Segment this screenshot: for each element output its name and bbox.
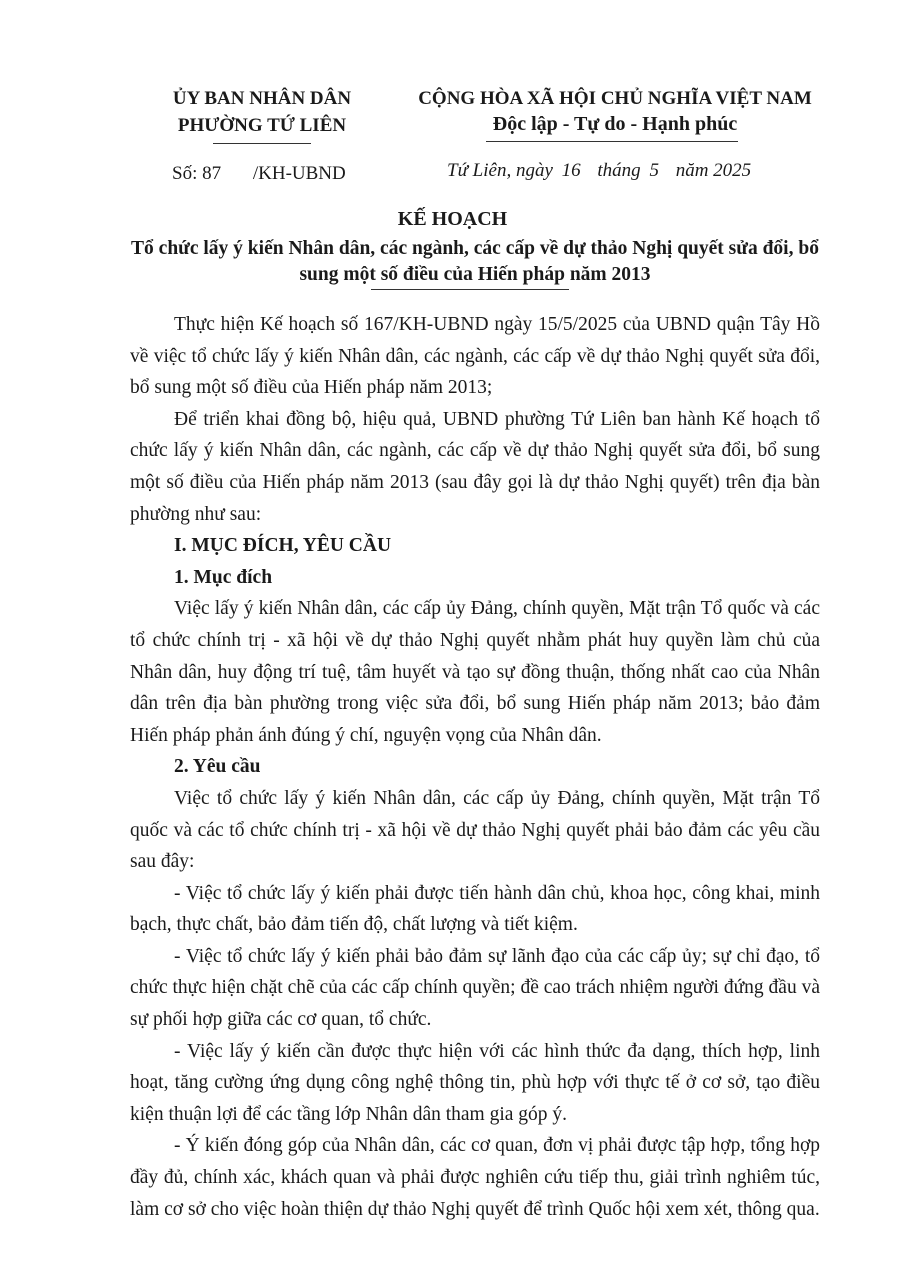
requirement-item-4: - Ý kiến đóng góp của Nhân dân, các cơ quan, đơn vị phải được tập hợp, tổng hợp đầy đủ, chính xác, khách quan và phải được nghiên cứu tiếp thu, giải trình nghiêm túc, làm cơ sở cho việc hoàn thiện dự thảo Nghị quyết để trình Quốc hội xem xét, thông qua. (130, 1135, 820, 1220)
date-year: năm 2025 (675, 160, 752, 181)
requirement-item-3: - Việc lấy ý kiến cần được thực hiện với các hình thức đa dạng, thích hợp, linh hoạt, tăng cường ứng dụng công nghệ thông tin, phù hợp với thực tế ở cơ sở, tạo điều kiện thuận lợi để các tầng lớp Nhân dân tham gia góp ý. (130, 1040, 820, 1125)
agency-name-line1: ỦY BAN NHÂN DÂN (172, 88, 352, 109)
title-underline (371, 289, 569, 290)
requirements-paragraph: Việc tổ chức lấy ý kiến Nhân dân, các cấp ủy Đảng, chính quyền, Mặt trận Tổ quốc và các tổ chức chính trị - xã hội về dự thảo Nghị quyết phải bảo đảm các yêu cầu sau đây: (130, 787, 820, 873)
date-month-label: tháng (597, 160, 641, 181)
subsection-heading-purpose: 1. Mục đích (174, 566, 273, 588)
national-motto: Độc lập - Tự do - Hạnh phúc (492, 113, 738, 135)
intro-paragraph-2: Để triển khai đồng bộ, hiệu quả, UBND phường Tứ Liên ban hành Kế hoạch tổ chức lấy ý kiến Nhân dân, các ngành, các cấp về dự thảo Nghị quyết sửa đổi, bổ sung một số điều của Hiến pháp năm 2013 (sau đây gọi là dự thảo Nghị quyết) trên địa bàn phường như sau: (130, 408, 820, 525)
document-body (130, 309, 820, 1225)
date-month: 5 (649, 160, 659, 181)
motto-underline (486, 141, 738, 142)
agency-underline (213, 143, 311, 144)
date-day: 16 (561, 160, 581, 181)
document-subtitle: Tổ chức lấy ý kiến Nhân dân, các ngành, các cấp về dự thảo Nghị quyết sửa đổi, bổ sung một số điều của Hiến pháp năm 2013 (131, 238, 819, 285)
doc-number-prefix: Số: (172, 163, 198, 184)
requirement-item-1: - Việc tổ chức lấy ý kiến phải được tiến hành dân chủ, khoa học, công khai, minh bạch, thực chất, bảo đảm tiến độ, chất lượng và tiết kiệm. (130, 882, 820, 936)
document-title: KẾ HOẠCH (397, 208, 508, 230)
national-title: CỘNG HÒA XÃ HỘI CHỦ NGHĨA VIỆT NAM (418, 88, 812, 109)
document-number (172, 163, 346, 185)
issue-date (447, 160, 751, 182)
agency-name-line2: PHƯỜNG TỨ LIÊN (177, 115, 347, 136)
doc-number-suffix: /KH-UBND (252, 163, 346, 184)
intro-paragraph-1: Thực hiện Kế hoạch số 167/KH-UBND ngày 15/5/2025 của UBND quận Tây Hồ về việc tổ chức lấy ý kiến Nhân dân, các ngành, các cấp về dự thảo Nghị quyết sửa đổi, bổ sung một số điều của Hiến pháp năm 2013; (130, 314, 820, 399)
date-place: Tứ Liên, ngày (447, 160, 553, 181)
requirement-item-2: - Việc tổ chức lấy ý kiến phải bảo đảm sự lãnh đạo của các cấp ủy; sự chỉ đạo, tổ chức thực hiện chặt chẽ của các cấp chính quyền; đề cao trách nhiệm người đứng đầu và sự phối hợp giữa các cơ quan, tổ chức. (130, 945, 820, 1031)
doc-number-value: 87 (202, 163, 222, 184)
section-heading-1: I. MỤC ĐÍCH, YÊU CẦU (174, 535, 392, 557)
purpose-paragraph: Việc lấy ý kiến Nhân dân, các cấp ủy Đảng, chính quyền, Mặt trận Tổ quốc và các tổ chức chính trị - xã hội về dự thảo Nghị quyết nhằm phát huy quyền làm chủ của Nhân dân, huy động trí tuệ, tâm huyết và tạo sự đồng thuận, thống nhất cao của Nhân dân trên địa bàn phường trong việc sửa đổi, bổ sung Hiến pháp năm 2013; bảo đảm Hiến pháp phản ánh đúng ý chí, nguyện vọng của Nhân dân. (130, 598, 820, 746)
subsection-heading-requirements: 2. Yêu cầu (174, 756, 261, 778)
